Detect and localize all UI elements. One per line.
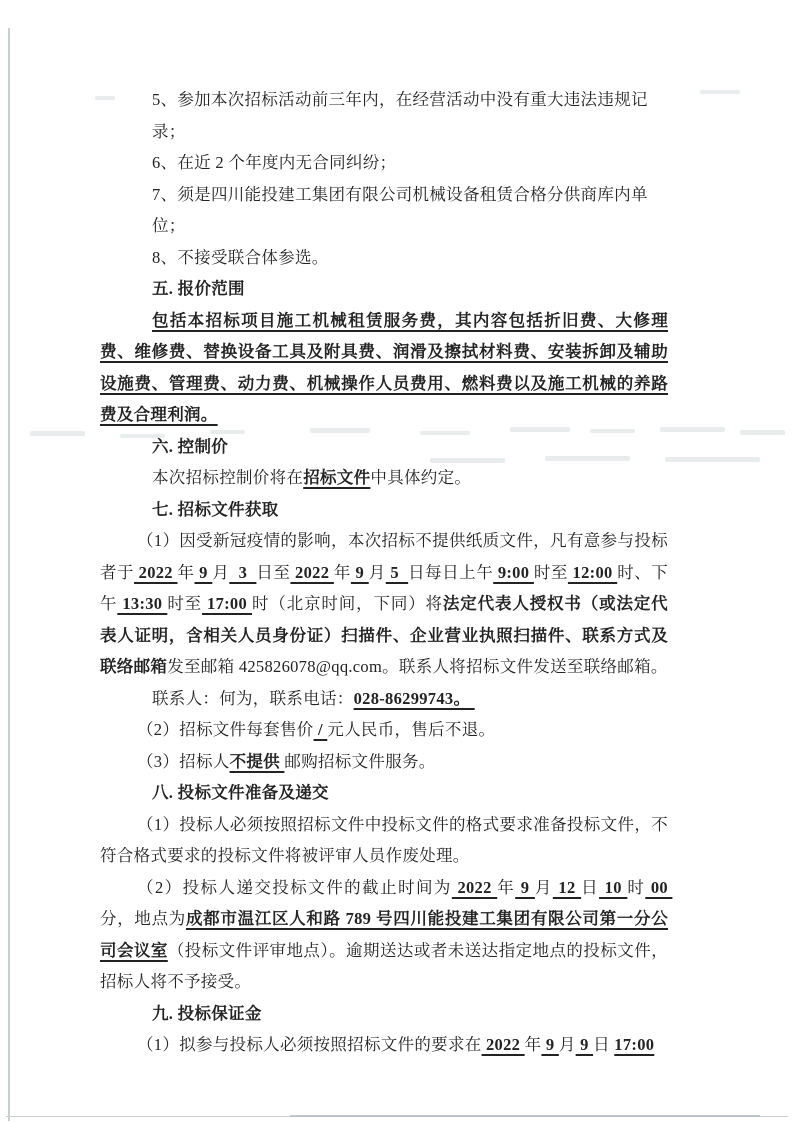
- heading-7-doc-obtain-segment: 七. 招标文件获取: [152, 499, 279, 519]
- para-doc-obtain-segment: 年: [333, 562, 351, 582]
- para-bid-bond-segment: 月: [558, 1035, 576, 1054]
- para-bid-bond-segment: 9: [541, 1035, 559, 1054]
- para-control-price: [100, 462, 668, 494]
- scan-smudge: [660, 427, 725, 432]
- para-contact-segment: 联系人：何为，联系电话：: [152, 688, 354, 708]
- para-doc-obtain-segment: 年: [177, 562, 195, 582]
- para-bid-deadline-segment: 年: [497, 877, 516, 897]
- heading-9-bid-bond-segment: 九. 投标保证金: [152, 1003, 262, 1023]
- para-price-scope: [100, 305, 668, 431]
- heading-8-bid-prep: [100, 777, 668, 809]
- para-bid-deadline-segment: 12: [552, 877, 582, 897]
- para-bid-bond-segment: 2022: [481, 1035, 525, 1054]
- para-bid-bond-segment: 9: [575, 1035, 594, 1054]
- para-bid-deadline-segment: 成都市温江区人和路 789 号四川能投建工集团有限公司第一分公司会议室: [100, 909, 668, 960]
- heading-6-control-price-segment: 六. 控制价: [152, 436, 229, 456]
- document-body: [100, 84, 673, 1061]
- heading-5-price-scope-segment: 五. 报价范围: [152, 279, 245, 298]
- para-doc-obtain-segment: 2022: [290, 562, 334, 582]
- para-bid-deadline: [100, 872, 673, 998]
- scan-smudge: [665, 457, 760, 462]
- item-8-segment: 8、不接受联合体参选。: [152, 247, 329, 267]
- para-doc-obtain: [100, 525, 668, 683]
- para-price-scope-segment: 包括本招标项目施工机械租赁服务费，其内容包括折旧费、大修理费、维修费、替换设备工具及附具费、润滑及擦拭材料费、安装拆卸及辅助设施费、管理费、动力费、机械操作人员费用、燃料费以及施工机械的养路费及合理利润。: [100, 310, 668, 424]
- scan-smudge: [700, 90, 740, 94]
- para-doc-obtain-segment: 12:00: [567, 562, 618, 582]
- heading-5-price-scope: [100, 273, 668, 305]
- para-bid-format: [100, 809, 668, 872]
- para-control-price-segment: 中具体约定。: [370, 468, 472, 487]
- para-doc-obtain-segment: 17:00: [202, 594, 253, 613]
- scan-smudge: [30, 431, 85, 436]
- para-no-mail-order-segment: （3）招标人: [137, 751, 230, 771]
- para-bid-bond: [100, 1029, 668, 1061]
- para-bid-bond-segment: 17:00: [614, 1035, 655, 1054]
- item-5-segment: 5、参加本次招标活动前三年内，在经营活动中没有重大违法违规记录；: [152, 90, 648, 141]
- item-7: [100, 179, 668, 242]
- heading-9-bid-bond: [100, 998, 668, 1030]
- para-doc-obtain-segment: （1）因受新冠疫情的影响，本次招标不提供纸质文件，凡有意参与投标者于: [100, 531, 668, 582]
- para-no-mail-order-segment: 不提供: [229, 751, 285, 771]
- item-6-segment: 6、在近 2 个年度内无合同纠纷；: [152, 153, 397, 172]
- scan-edge-line-bottom-dark: [290, 1115, 760, 1117]
- item-5: [100, 84, 668, 147]
- para-bid-deadline-segment: 10: [599, 877, 628, 897]
- para-no-mail-order: [100, 746, 668, 778]
- para-doc-obtain-segment: 13:30: [117, 594, 168, 613]
- para-bid-bond-segment: 日: [593, 1035, 615, 1054]
- scan-edge-line-left: [8, 28, 10, 1121]
- para-doc-price-segment: 元人民币，售后不退。: [327, 720, 496, 739]
- para-doc-obtain-segment: 时（北京时间，下同）将: [252, 594, 443, 613]
- heading-7-doc-obtain: [100, 494, 668, 526]
- para-control-price-segment: 招标文件: [303, 468, 371, 487]
- heading-8-bid-prep-segment: 八. 投标文件准备及递交: [152, 783, 329, 802]
- heading-6-control-price: [100, 431, 668, 463]
- para-doc-obtain-segment: 9: [194, 562, 213, 582]
- para-doc-obtain-segment: 月: [212, 562, 230, 582]
- scan-smudge: [740, 430, 785, 435]
- para-doc-obtain-segment: 时至: [167, 594, 203, 613]
- para-control-price-segment: 本次招标控制价将在: [152, 468, 304, 487]
- para-bid-deadline-segment: 00: [645, 877, 673, 897]
- para-contact: [100, 683, 668, 715]
- para-bid-deadline-segment: 时: [627, 877, 646, 897]
- para-bid-bond-segment: 年: [524, 1035, 542, 1054]
- para-doc-obtain-segment: 日每日上午: [408, 562, 494, 582]
- para-doc-obtain-segment: 时至: [533, 562, 568, 582]
- para-bid-deadline-segment: 9: [515, 877, 535, 897]
- para-doc-obtain-segment: 3: [229, 562, 257, 582]
- para-bid-deadline-segment: 2022: [451, 877, 498, 897]
- para-doc-obtain-segment: 发至邮箱 425826078@qq.com。联系人将招标文件发送至联络邮箱。: [167, 657, 668, 676]
- para-doc-obtain-segment: 9:00: [493, 562, 534, 582]
- item-7-segment: 7、须是四川能投建工集团有限公司机械设备租赁合格分供商库内单位；: [152, 184, 648, 235]
- para-doc-price: [100, 714, 668, 746]
- para-bid-deadline-segment: 日: [581, 877, 600, 897]
- para-bid-deadline-segment: （2）投标人递交投标文件的截止时间为: [137, 877, 452, 897]
- para-no-mail-order-segment: 邮购招标文件服务。: [284, 751, 436, 771]
- para-doc-obtain-segment: 2022: [134, 562, 178, 582]
- para-bid-deadline-segment: （投标文件评审地点）。逾期送达或者未送达指定地点的投标文件，招标人将不予接受。: [100, 940, 668, 991]
- para-doc-obtain-segment: 时、下午: [100, 562, 668, 613]
- para-bid-format-segment: （1）投标人必须按照招标文件中投标文件的格式要求准备投标文件，不符合格式要求的投标文件将被评审人员作废处理。: [100, 814, 668, 865]
- para-contact-segment: 028-86299743。: [353, 688, 475, 708]
- para-doc-obtain-segment: 5: [385, 562, 409, 582]
- para-doc-obtain-segment: 法定代表人授权书（或法定代表人证明，含相关人员身份证）扫描件、企业营业执照扫描件、联系方式及联络邮箱: [100, 594, 668, 676]
- para-doc-obtain-segment: 日至: [256, 562, 291, 582]
- para-doc-price-segment: （2）招标文件每套售价: [137, 720, 314, 739]
- item-6: [100, 147, 668, 179]
- para-bid-bond-segment: （1）拟参与投标人必须按照招标文件的要求在: [137, 1035, 482, 1054]
- para-doc-price-segment: /: [313, 720, 328, 739]
- para-bid-deadline-segment: 分，地点为: [100, 909, 186, 928]
- para-bid-deadline-segment: 月: [534, 877, 553, 897]
- para-doc-obtain-segment: 9: [350, 562, 369, 582]
- para-doc-obtain-segment: 月: [368, 562, 386, 582]
- item-8: [100, 242, 668, 274]
